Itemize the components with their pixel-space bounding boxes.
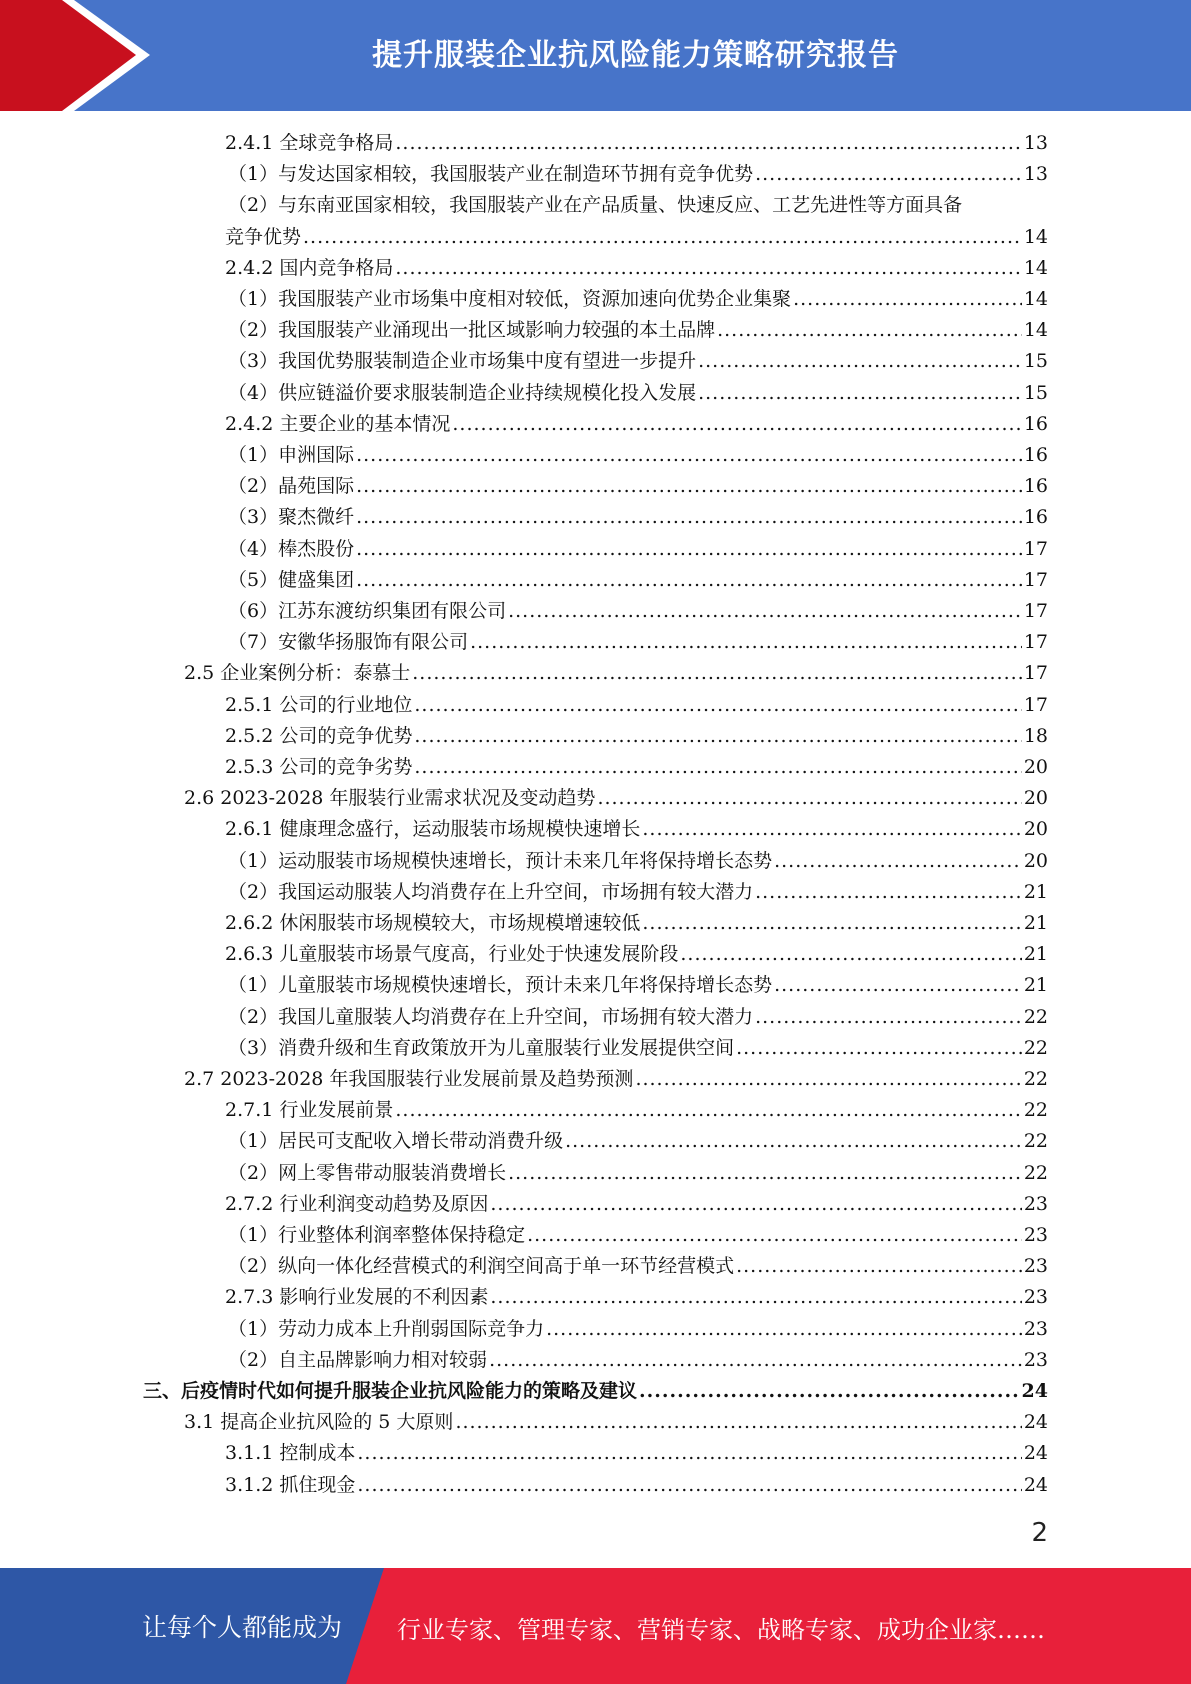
toc-leader-dots bbox=[357, 1438, 1021, 1469]
toc-leader-dots bbox=[565, 1126, 1022, 1157]
toc-entry[interactable] bbox=[228, 1220, 1048, 1251]
toc-leader-dots bbox=[414, 690, 1021, 721]
toc-entry-page: 17 bbox=[1023, 568, 1048, 591]
toc-entry-title: 2.7.2 行业利润变动趋势及原因 bbox=[225, 1192, 489, 1215]
toc-entry[interactable] bbox=[143, 1376, 1048, 1407]
toc-entry[interactable] bbox=[225, 908, 1048, 939]
toc-entry-title: （1）劳动力成本上升削弱国际竞争力 bbox=[228, 1317, 545, 1340]
toc-entry[interactable] bbox=[225, 721, 1048, 752]
toc-leader-dots bbox=[414, 721, 1021, 752]
toc-entry-page: 24 bbox=[1023, 1442, 1048, 1465]
toc-entry[interactable] bbox=[228, 1033, 1048, 1064]
toc-entry-title: （3）我国优势服装制造企业市场集中度有望进一步提升 bbox=[228, 350, 697, 373]
toc-leader-dots bbox=[755, 159, 1022, 190]
toc-entry-page: 17 bbox=[1023, 693, 1048, 716]
toc-entry-page: 17 bbox=[1023, 600, 1048, 622]
toc-entry-page: 23 bbox=[1023, 1317, 1048, 1340]
toc-entry-page: 13 bbox=[1023, 163, 1048, 186]
toc-entry-title: 2.6 2023-2028 年服装行业需求状况及变动趋势 bbox=[184, 787, 596, 810]
toc-entry-page: 22 bbox=[1023, 1099, 1048, 1122]
toc-entry-title: 3.1.1 控制成本 bbox=[225, 1442, 356, 1465]
toc-entry-page: 21 bbox=[1023, 974, 1048, 997]
toc-entry[interactable] bbox=[184, 658, 1048, 689]
toc-entry-title: 2.5.1 公司的行业地位 bbox=[225, 693, 413, 716]
toc-entry[interactable] bbox=[225, 409, 1048, 440]
toc-entry-page: 20 bbox=[1023, 818, 1048, 841]
toc-leader-dots bbox=[356, 471, 1022, 502]
toc-leader-dots bbox=[412, 658, 1022, 689]
toc-entry-title: （6）江苏东渡纺织集团有限公司 bbox=[228, 600, 507, 622]
toc-entry-page: 23 bbox=[1023, 1286, 1048, 1309]
toc-entry-title: 2.5.2 公司的竞争优势 bbox=[225, 724, 413, 747]
toc-leader-dots bbox=[698, 346, 1022, 377]
toc-entry-title: （1）运动服装市场规模快速增长，预计未来几年将保持增长态势 bbox=[228, 849, 773, 872]
toc-entry[interactable] bbox=[228, 1314, 1048, 1345]
toc-leader-dots bbox=[395, 253, 1021, 284]
toc-leader-dots bbox=[527, 1220, 1022, 1251]
toc-leader-dots bbox=[356, 502, 1022, 533]
toc-entry-page: 18 bbox=[1023, 724, 1048, 747]
toc-entry[interactable] bbox=[228, 315, 1048, 346]
toc-entry-page: 17 bbox=[1023, 662, 1048, 685]
toc-entry-page: 15 bbox=[1023, 350, 1048, 373]
toc-leader-dots bbox=[793, 284, 1022, 315]
toc-entry-page: 24 bbox=[1023, 1473, 1048, 1496]
toc-leader-dots bbox=[639, 1376, 1020, 1407]
toc-leader-dots bbox=[774, 846, 1022, 877]
toc-entry-title: （2）我国服装产业涌现出一批区域影响力较强的本土品牌 bbox=[228, 319, 716, 342]
toc-leader-dots bbox=[698, 378, 1022, 409]
toc-entry[interactable] bbox=[225, 814, 1048, 845]
toc-leader-dots bbox=[755, 877, 1022, 908]
toc-entry-page: 21 bbox=[1023, 880, 1048, 903]
toc-entry[interactable] bbox=[228, 846, 1048, 877]
toc-leader-dots bbox=[452, 409, 1021, 440]
toc-entry-title: 三、后疫情时代如何提升服装企业抗风险能力的策略及建议 bbox=[143, 1380, 638, 1402]
toc-leader-dots bbox=[356, 440, 1022, 471]
toc-entry[interactable] bbox=[225, 939, 1048, 970]
toc-entry-title: （1）申洲国际 bbox=[228, 444, 355, 466]
toc-entry[interactable] bbox=[228, 1002, 1048, 1033]
toc-entry-title: 2.5.3 公司的竞争劣势 bbox=[225, 756, 413, 778]
toc-leader-dots bbox=[546, 1314, 1022, 1345]
toc-entry-title: 竞争优势 bbox=[225, 225, 302, 248]
footer-slogan: 让每个人都能成为 bbox=[142, 1613, 343, 1642]
toc-leader-dots bbox=[736, 1251, 1022, 1282]
toc-entry-title: 2.4.2 国内竞争格局 bbox=[225, 256, 394, 279]
toc-entry-title: （1）儿童服装市场规模快速增长，预计未来几年将保持增长态势 bbox=[228, 974, 773, 997]
toc-entry[interactable] bbox=[225, 1095, 1048, 1126]
toc-entry-title: （2）自主品牌影响力相对较弱 bbox=[228, 1348, 488, 1371]
toc-entry[interactable] bbox=[184, 1407, 1048, 1438]
toc-entry-page: 16 bbox=[1023, 444, 1048, 466]
toc-leader-dots bbox=[490, 1282, 1021, 1313]
toc-entry-page: 22 bbox=[1023, 1161, 1048, 1184]
toc-entry[interactable] bbox=[228, 471, 1048, 502]
toc-entry[interactable] bbox=[228, 190, 1048, 221]
toc-leader-dots bbox=[774, 970, 1022, 1001]
toc-entry-page: 17 bbox=[1023, 537, 1048, 560]
page-footer bbox=[0, 1568, 1191, 1684]
toc-entry-title: （4）供应链溢价要求服装制造企业持续规模化投入发展 bbox=[228, 381, 697, 404]
toc-leader-dots bbox=[356, 534, 1022, 565]
toc-entry-title: （3）消费升级和生育政策放开为儿童服装行业发展提供空间 bbox=[228, 1036, 735, 1059]
toc-leader-dots bbox=[356, 565, 1022, 596]
toc-entry[interactable] bbox=[228, 1126, 1048, 1157]
toc-entry[interactable] bbox=[228, 565, 1048, 596]
toc-leader-dots bbox=[470, 627, 1022, 658]
toc-leader-dots bbox=[642, 814, 1021, 845]
toc-entry-page: 14 bbox=[1023, 256, 1048, 279]
toc-entry[interactable] bbox=[228, 596, 1048, 627]
toc-entry-title: （1）居民可支配收入增长带动消费升级 bbox=[228, 1130, 564, 1153]
toc-entry-page: 17 bbox=[1023, 631, 1048, 654]
toc-leader-dots bbox=[508, 596, 1022, 627]
report-title: 提升服装企业抗风险能力策略研究报告 bbox=[372, 38, 899, 73]
toc-entry-page: 24 bbox=[1023, 1411, 1048, 1434]
toc-leader-dots bbox=[717, 315, 1022, 346]
toc-entry[interactable] bbox=[228, 159, 1048, 190]
toc-entry-page: 22 bbox=[1023, 1068, 1048, 1090]
toc-entry-title: （2）我国运动服装人均消费存在上升空间，市场拥有较大潜力 bbox=[228, 880, 754, 903]
toc-entry[interactable] bbox=[228, 346, 1048, 377]
toc-entry[interactable] bbox=[225, 1470, 1048, 1501]
toc-entry-page: 16 bbox=[1023, 412, 1048, 435]
page-number: 2 bbox=[1031, 1518, 1048, 1548]
footer-tagline: 行业专家、管理专家、营销专家、战略专家、成功企业家…… bbox=[397, 1616, 1045, 1644]
toc-entry-page: 23 bbox=[1023, 1192, 1048, 1215]
toc-entry-page: 14 bbox=[1023, 288, 1048, 310]
toc-entry[interactable] bbox=[228, 970, 1048, 1001]
toc-leader-dots bbox=[357, 1470, 1021, 1501]
toc-leader-dots bbox=[489, 1345, 1022, 1376]
toc-entry[interactable] bbox=[228, 627, 1048, 658]
toc-leader-dots bbox=[303, 222, 1022, 253]
toc-entry-title: 2.6.3 儿童服装市场景气度高，行业处于快速发展阶段 bbox=[225, 943, 679, 966]
toc-leader-dots bbox=[635, 1064, 1021, 1095]
toc-entry-title: （2）晶苑国际 bbox=[228, 475, 355, 498]
toc-entry[interactable] bbox=[228, 440, 1048, 471]
toc-entry[interactable] bbox=[225, 128, 1048, 159]
toc-entry-page: 23 bbox=[1023, 1348, 1048, 1371]
toc-entry-title: （2）与东南亚国家相较，我国服装产业在产品质量、快速反应、工艺先进性等方面具备 bbox=[228, 194, 963, 217]
toc-entry-title: 2.6.2 休闲服装市场规模较大，市场规模增速较低 bbox=[225, 912, 641, 934]
toc-entry-page: 22 bbox=[1023, 1005, 1048, 1028]
toc-leader-dots bbox=[755, 1002, 1022, 1033]
toc-entry[interactable] bbox=[228, 877, 1048, 908]
toc-entry-page: 20 bbox=[1023, 787, 1048, 810]
toc-entry-title: （4）棒杰股份 bbox=[228, 537, 355, 560]
toc-entry-page: 22 bbox=[1023, 1036, 1048, 1059]
toc-entry-page: 21 bbox=[1023, 943, 1048, 966]
toc-entry-title: （7）安徽华扬服饰有限公司 bbox=[228, 631, 469, 654]
toc-entry[interactable] bbox=[228, 534, 1048, 565]
toc-entry-page: 14 bbox=[1023, 225, 1048, 248]
toc-leader-dots bbox=[455, 1407, 1021, 1438]
toc-entry-title: 2.7 2023-2028 年我国服装行业发展前景及趋势预测 bbox=[184, 1068, 634, 1090]
toc-entry-page: 13 bbox=[1023, 132, 1048, 154]
toc-entry[interactable] bbox=[228, 284, 1048, 315]
toc-leader-dots bbox=[642, 908, 1021, 939]
toc-entry[interactable] bbox=[228, 378, 1048, 409]
toc-entry[interactable] bbox=[225, 1189, 1048, 1220]
toc-entry-page: 21 bbox=[1023, 912, 1048, 934]
toc-entry-title: （2）网上零售带动服装消费增长 bbox=[228, 1161, 507, 1184]
toc-entry[interactable] bbox=[225, 752, 1048, 783]
toc-entry[interactable] bbox=[228, 1251, 1048, 1282]
toc-entry[interactable] bbox=[228, 502, 1048, 533]
toc-leader-dots bbox=[508, 1158, 1022, 1189]
toc-entry-title: 2.7.1 行业发展前景 bbox=[225, 1099, 394, 1122]
page-header bbox=[0, 0, 1191, 111]
toc-leader-dots bbox=[490, 1189, 1021, 1220]
toc-entry-title: 2.6.1 健康理念盛行，运动服装市场规模快速增长 bbox=[225, 818, 641, 841]
toc-entry-title: （2）我国儿童服装人均消费存在上升空间，市场拥有较大潜力 bbox=[228, 1005, 754, 1028]
toc-entry[interactable] bbox=[225, 222, 1048, 253]
toc-entry-title: 2.5 企业案例分析：泰慕士 bbox=[184, 662, 411, 685]
toc-entry-page: 23 bbox=[1023, 1224, 1048, 1246]
toc-leader-dots bbox=[414, 752, 1021, 783]
toc-entry-page: 16 bbox=[1023, 506, 1048, 529]
toc-entry-page: 14 bbox=[1023, 319, 1048, 342]
toc-entry-title: 3.1 提高企业抗风险的 5 大原则 bbox=[184, 1411, 454, 1434]
toc-entry[interactable] bbox=[184, 783, 1048, 814]
toc-leader-dots bbox=[395, 1095, 1021, 1126]
toc-entry-page: 24 bbox=[1021, 1380, 1048, 1402]
toc-entry[interactable] bbox=[228, 1158, 1048, 1189]
toc-entry[interactable] bbox=[225, 253, 1048, 284]
toc-entry-page: 20 bbox=[1023, 849, 1048, 872]
toc-entry-title: （3）聚杰微纤 bbox=[228, 506, 355, 529]
toc-leader-dots bbox=[736, 1033, 1022, 1064]
toc-entry[interactable] bbox=[225, 1282, 1048, 1313]
toc-entry-title: 2.7.3 影响行业发展的不利因素 bbox=[225, 1286, 489, 1309]
toc-entry-title: 2.4.1 全球竞争格局 bbox=[225, 132, 394, 154]
toc-leader-dots bbox=[395, 128, 1021, 159]
toc-entry-title: （1）行业整体利润率整体保持稳定 bbox=[228, 1224, 526, 1246]
toc-entry-title: （1）我国服装产业市场集中度相对较低，资源加速向优势企业集聚 bbox=[228, 288, 792, 310]
toc-entry-page: 23 bbox=[1023, 1255, 1048, 1278]
toc-entry-page: 15 bbox=[1023, 381, 1048, 404]
toc-leader-dots bbox=[680, 939, 1021, 970]
toc-entry-page: 20 bbox=[1023, 756, 1048, 778]
toc-entry[interactable] bbox=[228, 1345, 1048, 1376]
toc-leader-dots bbox=[597, 783, 1021, 814]
toc-entry-title: 2.4.2 主要企业的基本情况 bbox=[225, 412, 451, 435]
toc-entry-title: （2）纵向一体化经营模式的利润空间高于单一环节经营模式 bbox=[228, 1255, 735, 1278]
toc-entry-title: （5）健盛集团 bbox=[228, 568, 355, 591]
toc-entry[interactable] bbox=[225, 690, 1048, 721]
toc-entry-page: 22 bbox=[1023, 1130, 1048, 1153]
toc-entry[interactable] bbox=[184, 1064, 1048, 1095]
toc-entry-title: （1）与发达国家相较，我国服装产业在制造环节拥有竞争优势 bbox=[228, 163, 754, 186]
toc-entry-page: 16 bbox=[1023, 475, 1048, 498]
toc-entry-title: 3.1.2 抓住现金 bbox=[225, 1473, 356, 1496]
toc-entry[interactable] bbox=[225, 1438, 1048, 1469]
